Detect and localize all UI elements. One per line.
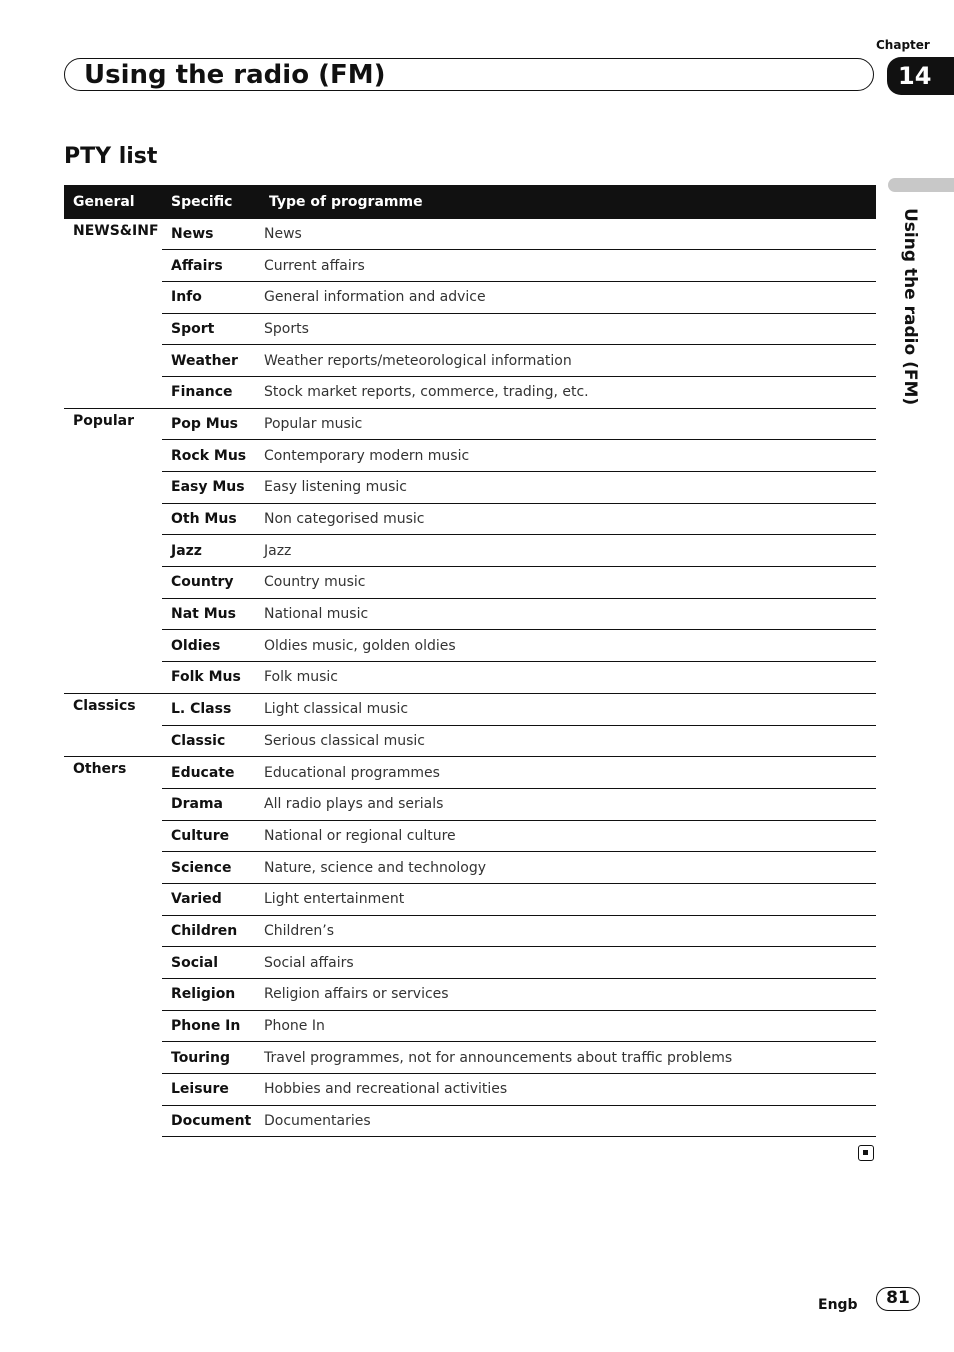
table-row xyxy=(64,883,876,915)
table-row xyxy=(64,947,876,979)
table-row xyxy=(64,313,876,345)
programme-type-cell: Phone In xyxy=(260,1010,876,1042)
programme-type-cell: Folk music xyxy=(260,662,876,694)
specific-cell: Phone In xyxy=(162,1010,260,1042)
programme-type-cell: Popular music xyxy=(260,408,876,440)
table-row xyxy=(64,693,876,725)
specific-cell: Country xyxy=(162,567,260,599)
table-row xyxy=(64,757,876,789)
specific-cell: Weather xyxy=(162,345,260,377)
general-category-cell: Popular xyxy=(64,408,162,693)
table-row xyxy=(64,250,876,282)
specific-cell: Folk Mus xyxy=(162,662,260,694)
specific-cell: Drama xyxy=(162,788,260,820)
chapter-number: 14 xyxy=(898,62,932,90)
table-row xyxy=(64,503,876,535)
table-row xyxy=(64,1042,876,1074)
specific-cell: Nat Mus xyxy=(162,598,260,630)
table-header-row xyxy=(64,185,876,219)
table-row xyxy=(64,662,876,694)
table-row xyxy=(64,440,876,472)
programme-type-cell: Religion affairs or services xyxy=(260,979,876,1011)
specific-cell: Religion xyxy=(162,979,260,1011)
programme-type-cell: Children’s xyxy=(260,915,876,947)
table-row xyxy=(64,1105,876,1137)
specific-cell: Affairs xyxy=(162,250,260,282)
programme-type-cell: Documentaries xyxy=(260,1105,876,1137)
programme-type-cell: Weather reports/meteorological information xyxy=(260,345,876,377)
specific-cell: News xyxy=(162,219,260,250)
general-category-cell: Others xyxy=(64,757,162,1137)
programme-type-cell: All radio plays and serials xyxy=(260,788,876,820)
column-header-type: Type of programme xyxy=(260,185,876,219)
specific-cell: Finance xyxy=(162,376,260,408)
programme-type-cell: Oldies music, golden oldies xyxy=(260,630,876,662)
specific-cell: Oth Mus xyxy=(162,503,260,535)
specific-cell: Varied xyxy=(162,883,260,915)
column-header-general: General xyxy=(64,185,162,219)
specific-cell: Educate xyxy=(162,757,260,789)
programme-type-cell: Travel programmes, not for announcements about traffic problems xyxy=(260,1042,876,1074)
specific-cell: Children xyxy=(162,915,260,947)
specific-cell: Classic xyxy=(162,725,260,757)
programme-type-cell: Light classical music xyxy=(260,693,876,725)
end-mark-icon xyxy=(858,1145,874,1161)
table-row xyxy=(64,1074,876,1106)
programme-type-cell: Light entertainment xyxy=(260,883,876,915)
table-row xyxy=(64,567,876,599)
table-row xyxy=(64,820,876,852)
table-row xyxy=(64,535,876,567)
specific-cell: Sport xyxy=(162,313,260,345)
table-row xyxy=(64,725,876,757)
programme-type-cell: News xyxy=(260,219,876,250)
programme-type-cell: Current affairs xyxy=(260,250,876,282)
specific-cell: Social xyxy=(162,947,260,979)
table-row xyxy=(64,915,876,947)
programme-type-cell: Hobbies and recreational activities xyxy=(260,1074,876,1106)
table-row xyxy=(64,376,876,408)
table-row xyxy=(64,630,876,662)
programme-type-cell: Country music xyxy=(260,567,876,599)
general-category-cell: Classics xyxy=(64,693,162,756)
specific-cell: Jazz xyxy=(162,535,260,567)
specific-cell: Rock Mus xyxy=(162,440,260,472)
table-row xyxy=(64,788,876,820)
programme-type-cell: National music xyxy=(260,598,876,630)
page-number: 81 xyxy=(876,1287,920,1311)
programme-type-cell: Easy listening music xyxy=(260,472,876,504)
table-row xyxy=(64,345,876,377)
general-category-cell: NEWS&INF xyxy=(64,219,162,409)
specific-cell: Science xyxy=(162,852,260,884)
chapter-label: Chapter xyxy=(876,38,930,52)
table-row xyxy=(64,472,876,504)
language-code: Engb xyxy=(818,1297,858,1313)
specific-cell: Document xyxy=(162,1105,260,1137)
programme-type-cell: General information and advice xyxy=(260,281,876,313)
specific-cell: Info xyxy=(162,281,260,313)
table-row xyxy=(64,281,876,313)
page-title: Using the radio (FM) xyxy=(84,60,386,90)
side-tab-marker xyxy=(888,178,954,192)
programme-type-cell: Non categorised music xyxy=(260,503,876,535)
specific-cell: Leisure xyxy=(162,1074,260,1106)
specific-cell: Culture xyxy=(162,820,260,852)
specific-cell: Oldies xyxy=(162,630,260,662)
table-body xyxy=(64,219,876,1137)
column-header-specific: Specific xyxy=(162,185,260,219)
table-row xyxy=(64,598,876,630)
table-row xyxy=(64,979,876,1011)
side-tab-text: Using the radio (FM) xyxy=(900,208,920,406)
programme-type-cell: Social affairs xyxy=(260,947,876,979)
table-row xyxy=(64,219,876,250)
programme-type-cell: Stock market reports, commerce, trading, etc. xyxy=(260,376,876,408)
specific-cell: Touring xyxy=(162,1042,260,1074)
table-row xyxy=(64,1010,876,1042)
programme-type-cell: Nature, science and technology xyxy=(260,852,876,884)
programme-type-cell: Educational programmes xyxy=(260,757,876,789)
specific-cell: Easy Mus xyxy=(162,472,260,504)
programme-type-cell: National or regional culture xyxy=(260,820,876,852)
programme-type-cell: Sports xyxy=(260,313,876,345)
programme-type-cell: Contemporary modern music xyxy=(260,440,876,472)
specific-cell: Pop Mus xyxy=(162,408,260,440)
programme-type-cell: Serious classical music xyxy=(260,725,876,757)
section-title: PTY list xyxy=(64,144,158,169)
programme-type-cell: Jazz xyxy=(260,535,876,567)
table-row xyxy=(64,408,876,440)
pty-table xyxy=(64,185,876,1137)
table-row xyxy=(64,852,876,884)
specific-cell: L. Class xyxy=(162,693,260,725)
